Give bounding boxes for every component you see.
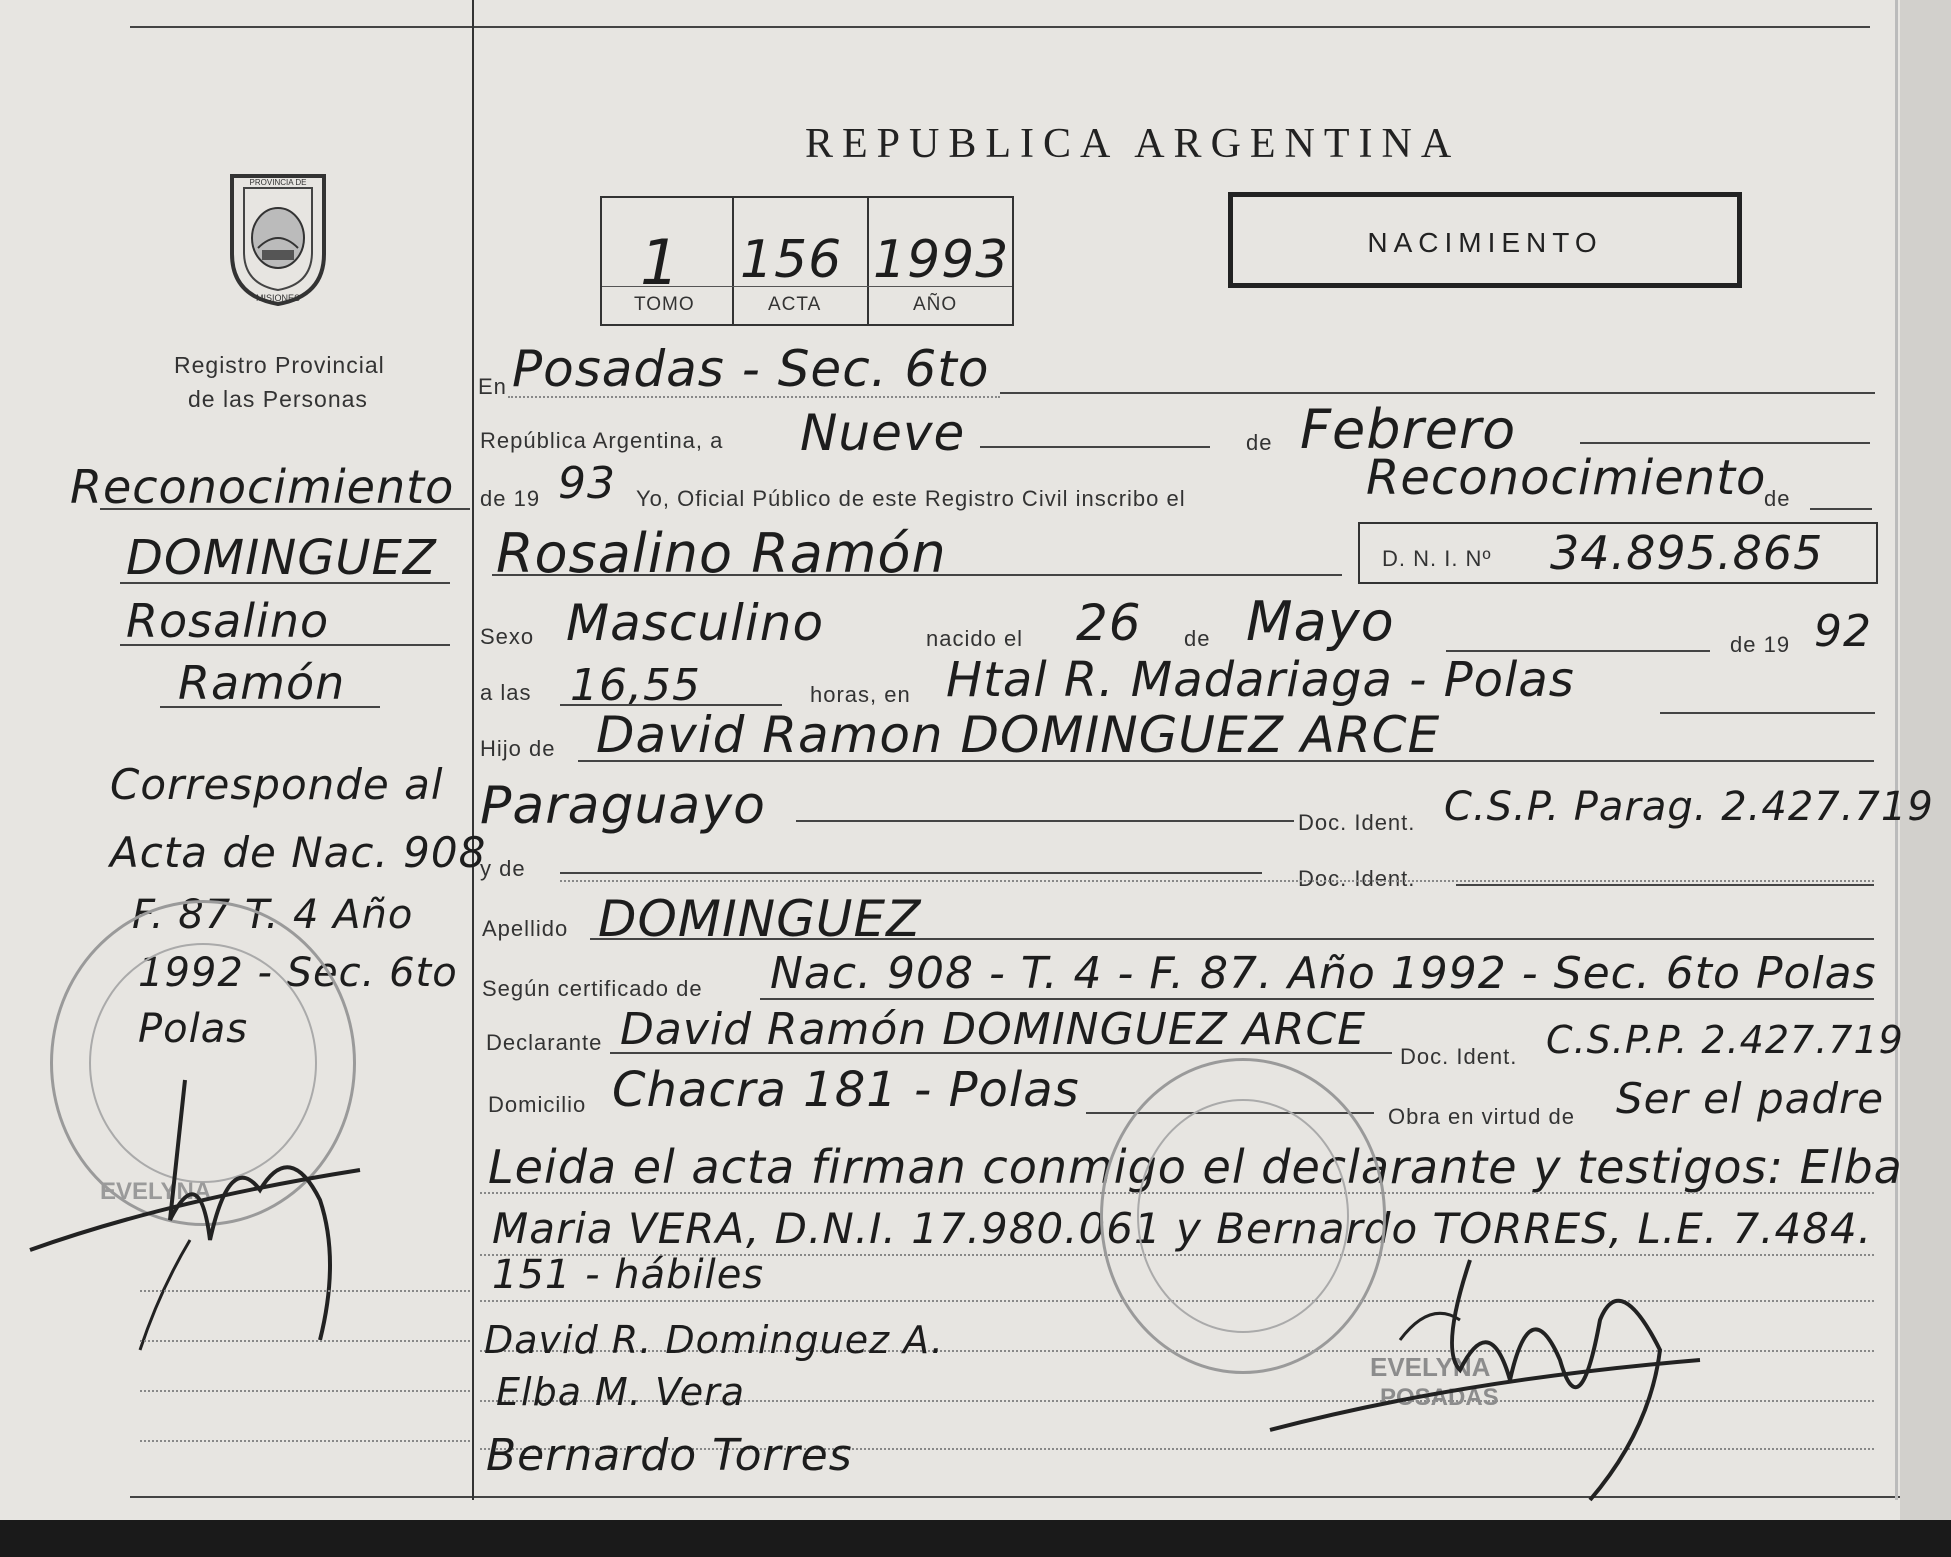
acta-value: 156: [740, 230, 843, 290]
day-line: [980, 446, 1210, 448]
alas-label: a las: [480, 680, 532, 705]
en-dotted: [508, 396, 1000, 398]
margin-given2: Ramón: [178, 656, 346, 710]
de-label-3: de: [1184, 626, 1211, 651]
tomo-acta-anio-box: [600, 196, 1014, 326]
crest-top-text: PROVINCIA DE: [249, 178, 307, 187]
margin-title: Reconocimiento: [70, 460, 455, 514]
anio-label: AÑO: [913, 294, 958, 315]
segun-line: [760, 998, 1874, 1000]
signature-declarante: David R. Dominguez A.: [484, 1318, 944, 1362]
record-type-label: NACIMIENTO: [1367, 227, 1603, 258]
declarante-label: Declarante: [486, 1030, 603, 1055]
right-stamp-name: EVELYNA: [1370, 1352, 1491, 1382]
dni-label: D. N. I. Nº: [1382, 546, 1492, 571]
body-text-line1: Leida el acta firman conmigo el declarante y testigos: Elba: [488, 1140, 1903, 1194]
margin-note5: Polas: [138, 1006, 249, 1052]
declarante-doc: C.S.P.P. 2.427.719: [1546, 1018, 1904, 1062]
margin-line-3: [120, 644, 450, 646]
inscribo-value: Reconocimiento: [1366, 450, 1767, 506]
hijo-label: Hijo de: [480, 736, 556, 761]
yde-label: y de: [480, 856, 526, 881]
crest-bottom-text: MISIONES: [255, 293, 301, 303]
doc-ident-label: Doc. Ident.: [1298, 810, 1416, 835]
horas-label: horas, en: [810, 682, 911, 707]
registry-line2: de las Personas: [188, 386, 368, 412]
de-label: de: [1246, 430, 1273, 455]
column-divider: [472, 0, 474, 1500]
left-dotted-3: [140, 1390, 470, 1392]
place-value: Htal R. Madariaga - Polas: [946, 652, 1575, 708]
country-title: REPUBLICA ARGENTINA: [805, 121, 1461, 167]
acta-cell: [732, 198, 869, 324]
top-border-line: [130, 26, 1870, 28]
sexo-value: Masculino: [566, 594, 825, 652]
father-value: David Ramon DOMINGUEZ ARCE: [596, 706, 1441, 764]
hour-value: 16,55: [570, 660, 701, 711]
inscribo-line: [1810, 508, 1872, 510]
obra-value: Ser el padre: [1616, 1074, 1885, 1123]
place-line: [1660, 712, 1875, 714]
nacido-label: nacido el: [926, 626, 1024, 651]
apellido-label: Apellido: [482, 916, 569, 941]
father-nat-line: [796, 820, 1294, 822]
left-dotted-4: [140, 1440, 470, 1442]
left-signature-icon: [20, 1040, 400, 1400]
domicilio-value: Chacra 181 - Polas: [612, 1062, 1080, 1118]
apellido-line: [590, 938, 1874, 940]
doc-ident-label-2: Doc. Ident.: [1298, 866, 1416, 891]
declarante-line: [610, 1052, 1392, 1054]
margin-note2: Acta de Nac. 908: [110, 828, 487, 877]
segun-label: Según certificado de: [482, 976, 703, 1001]
record-type-box: [1228, 192, 1742, 288]
declarante-value: David Ramón DOMINGUEZ ARCE: [620, 1004, 1367, 1055]
yo-text: Yo, Oficial Público de este Registro Civil inscribo el: [636, 486, 1186, 511]
dni-value: 34.895.865: [1550, 526, 1824, 580]
father-doc: C.S.P. Parag. 2.427.719: [1444, 784, 1934, 830]
year-value: 93: [558, 458, 616, 509]
father-line: [578, 760, 1874, 762]
crest-icon: [222, 168, 334, 308]
province-crest: [222, 168, 334, 308]
body-text-line3: 151 - hábiles: [492, 1252, 765, 1298]
anio-value: 1993: [873, 230, 1010, 290]
mother-dotted: [560, 880, 1874, 882]
right-edge: [1895, 0, 1898, 1500]
doc-ident-label-3: Doc. Ident.: [1400, 1044, 1518, 1069]
sexo-label: Sexo: [480, 624, 535, 649]
birth-day: 26: [1076, 594, 1142, 652]
margin-note3: F. 87 T. 4 Año: [132, 892, 414, 938]
tomo-label: TOMO: [634, 294, 695, 315]
en-line: [1000, 392, 1875, 394]
month-value: Febrero: [1300, 398, 1517, 461]
domicilio-label: Domicilio: [488, 1092, 587, 1117]
birth-month: Mayo: [1246, 590, 1395, 653]
margin-note1: Corresponde al: [110, 760, 444, 809]
father-nationality: Paraguayo: [480, 776, 766, 836]
apellido-value: DOMINGUEZ: [598, 890, 922, 948]
left-dotted-1: [140, 1290, 470, 1292]
tomo-cell: [602, 198, 734, 324]
birth-year: 92: [1814, 606, 1872, 657]
mother-doc-line: [1456, 884, 1874, 886]
margin-line-4: [160, 706, 380, 708]
acta-label: ACTA: [768, 294, 822, 315]
en-label: En: [478, 374, 507, 399]
page-edge-shadow: [1900, 0, 1951, 1520]
dni-box: [1358, 522, 1878, 584]
right-stamp-place: POSADAS: [1380, 1384, 1499, 1411]
name-value: Rosalino Ramón: [496, 522, 947, 585]
name-line: [492, 574, 1342, 576]
left-stamp-name: EVELYNA: [100, 1178, 212, 1205]
margin-line-2: [120, 582, 450, 584]
tomo-box-inner-line: [602, 286, 1012, 287]
day-value: Nueve: [800, 404, 966, 462]
margin-given1: Rosalino: [126, 594, 330, 648]
obra-label: Obra en virtud de: [1388, 1104, 1575, 1129]
segun-value: Nac. 908 - T. 4 - F. 87. Año 1992 - Sec. 6to Polas: [770, 948, 1877, 999]
left-dotted-2: [140, 1340, 470, 1342]
signature-witness-1: Elba M. Vera: [496, 1370, 746, 1414]
official-signature-icon: [1260, 1230, 1720, 1530]
margin-surname: DOMINGUEZ: [126, 530, 437, 586]
mother-line: [560, 872, 1262, 874]
signature-witness-2: Bernardo Torres: [486, 1430, 853, 1481]
de19-label: de 19: [1730, 632, 1791, 657]
registry-line1: Registro Provincial: [174, 352, 385, 378]
de-label-2: de: [1764, 486, 1791, 511]
anio-cell: [867, 198, 1012, 324]
republica-label: República Argentina, a: [480, 428, 724, 453]
margin-line-1: [100, 508, 470, 510]
year-prefix: de 19: [480, 486, 541, 511]
month-line: [1580, 442, 1870, 444]
tomo-value: 1: [640, 226, 681, 299]
en-value: Posadas - Sec. 6to: [512, 340, 990, 398]
body-text-line2: Maria VERA, D.N.I. 17.980.061 y Bernardo TORRES, L.E. 7.484.: [492, 1204, 1873, 1253]
margin-note4: 1992 - Sec. 6to: [138, 950, 458, 996]
